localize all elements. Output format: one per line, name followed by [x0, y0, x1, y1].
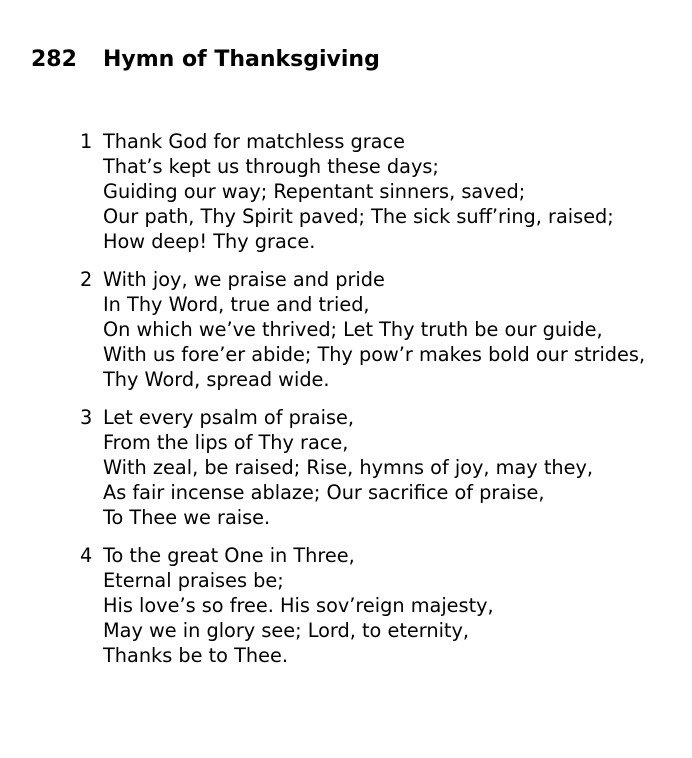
verse [78, 405, 645, 530]
verse [78, 543, 645, 668]
hymn-title: Hymn of Thanksgiving [103, 47, 380, 72]
verse-line: To the great One in Three, [103, 544, 355, 567]
verse-number: 3 [80, 406, 93, 429]
verse-line: From the lips of Thy race, [103, 431, 349, 454]
verse-line: With zeal, be raised; Rise, hymns of joy, may they, [103, 456, 594, 479]
verse-line: Thanks be to Thee. [103, 644, 288, 667]
verse-line: How deep! Thy grace. [103, 230, 316, 253]
hymn-number: 282 [31, 47, 77, 72]
verse-line: May we in glory see; Lord, to eternity, [103, 619, 470, 642]
verse-number: 2 [80, 268, 93, 291]
verse-line: Guiding our way; Repentant sinners, saved; [103, 180, 526, 203]
hymn-header [31, 45, 380, 75]
verse-line: That’s kept us through these days; [103, 155, 439, 178]
verse-number: 1 [80, 130, 93, 153]
verse-line: Thank God for matchless grace [103, 130, 405, 153]
verse-number: 4 [80, 544, 93, 567]
verse-line: To Thee we raise. [103, 506, 271, 529]
verse-line: As fair incense ablaze; Our sacrifice of praise, [103, 481, 545, 504]
verse-line: Our path, Thy Spirit paved; The sick suff’ring, raised; [103, 205, 614, 228]
verse-line: On which we’ve thrived; Let Thy truth be our guide, [103, 318, 603, 341]
verse-line: Eternal praises be; [103, 569, 284, 592]
verse [78, 129, 645, 254]
verse-line: Let every psalm of praise, [103, 406, 355, 429]
verse-list [78, 129, 645, 681]
verse-line: With joy, we praise and pride [103, 268, 385, 291]
verse-line: Thy Word, spread wide. [103, 368, 330, 391]
verse [78, 267, 645, 392]
verse-line: In Thy Word, true and tried, [103, 293, 370, 316]
verse-line: With us fore’er abide; Thy pow’r makes bold our strides, [103, 343, 646, 366]
verse-line: His love’s so free. His sov’reign majesty, [103, 594, 494, 617]
